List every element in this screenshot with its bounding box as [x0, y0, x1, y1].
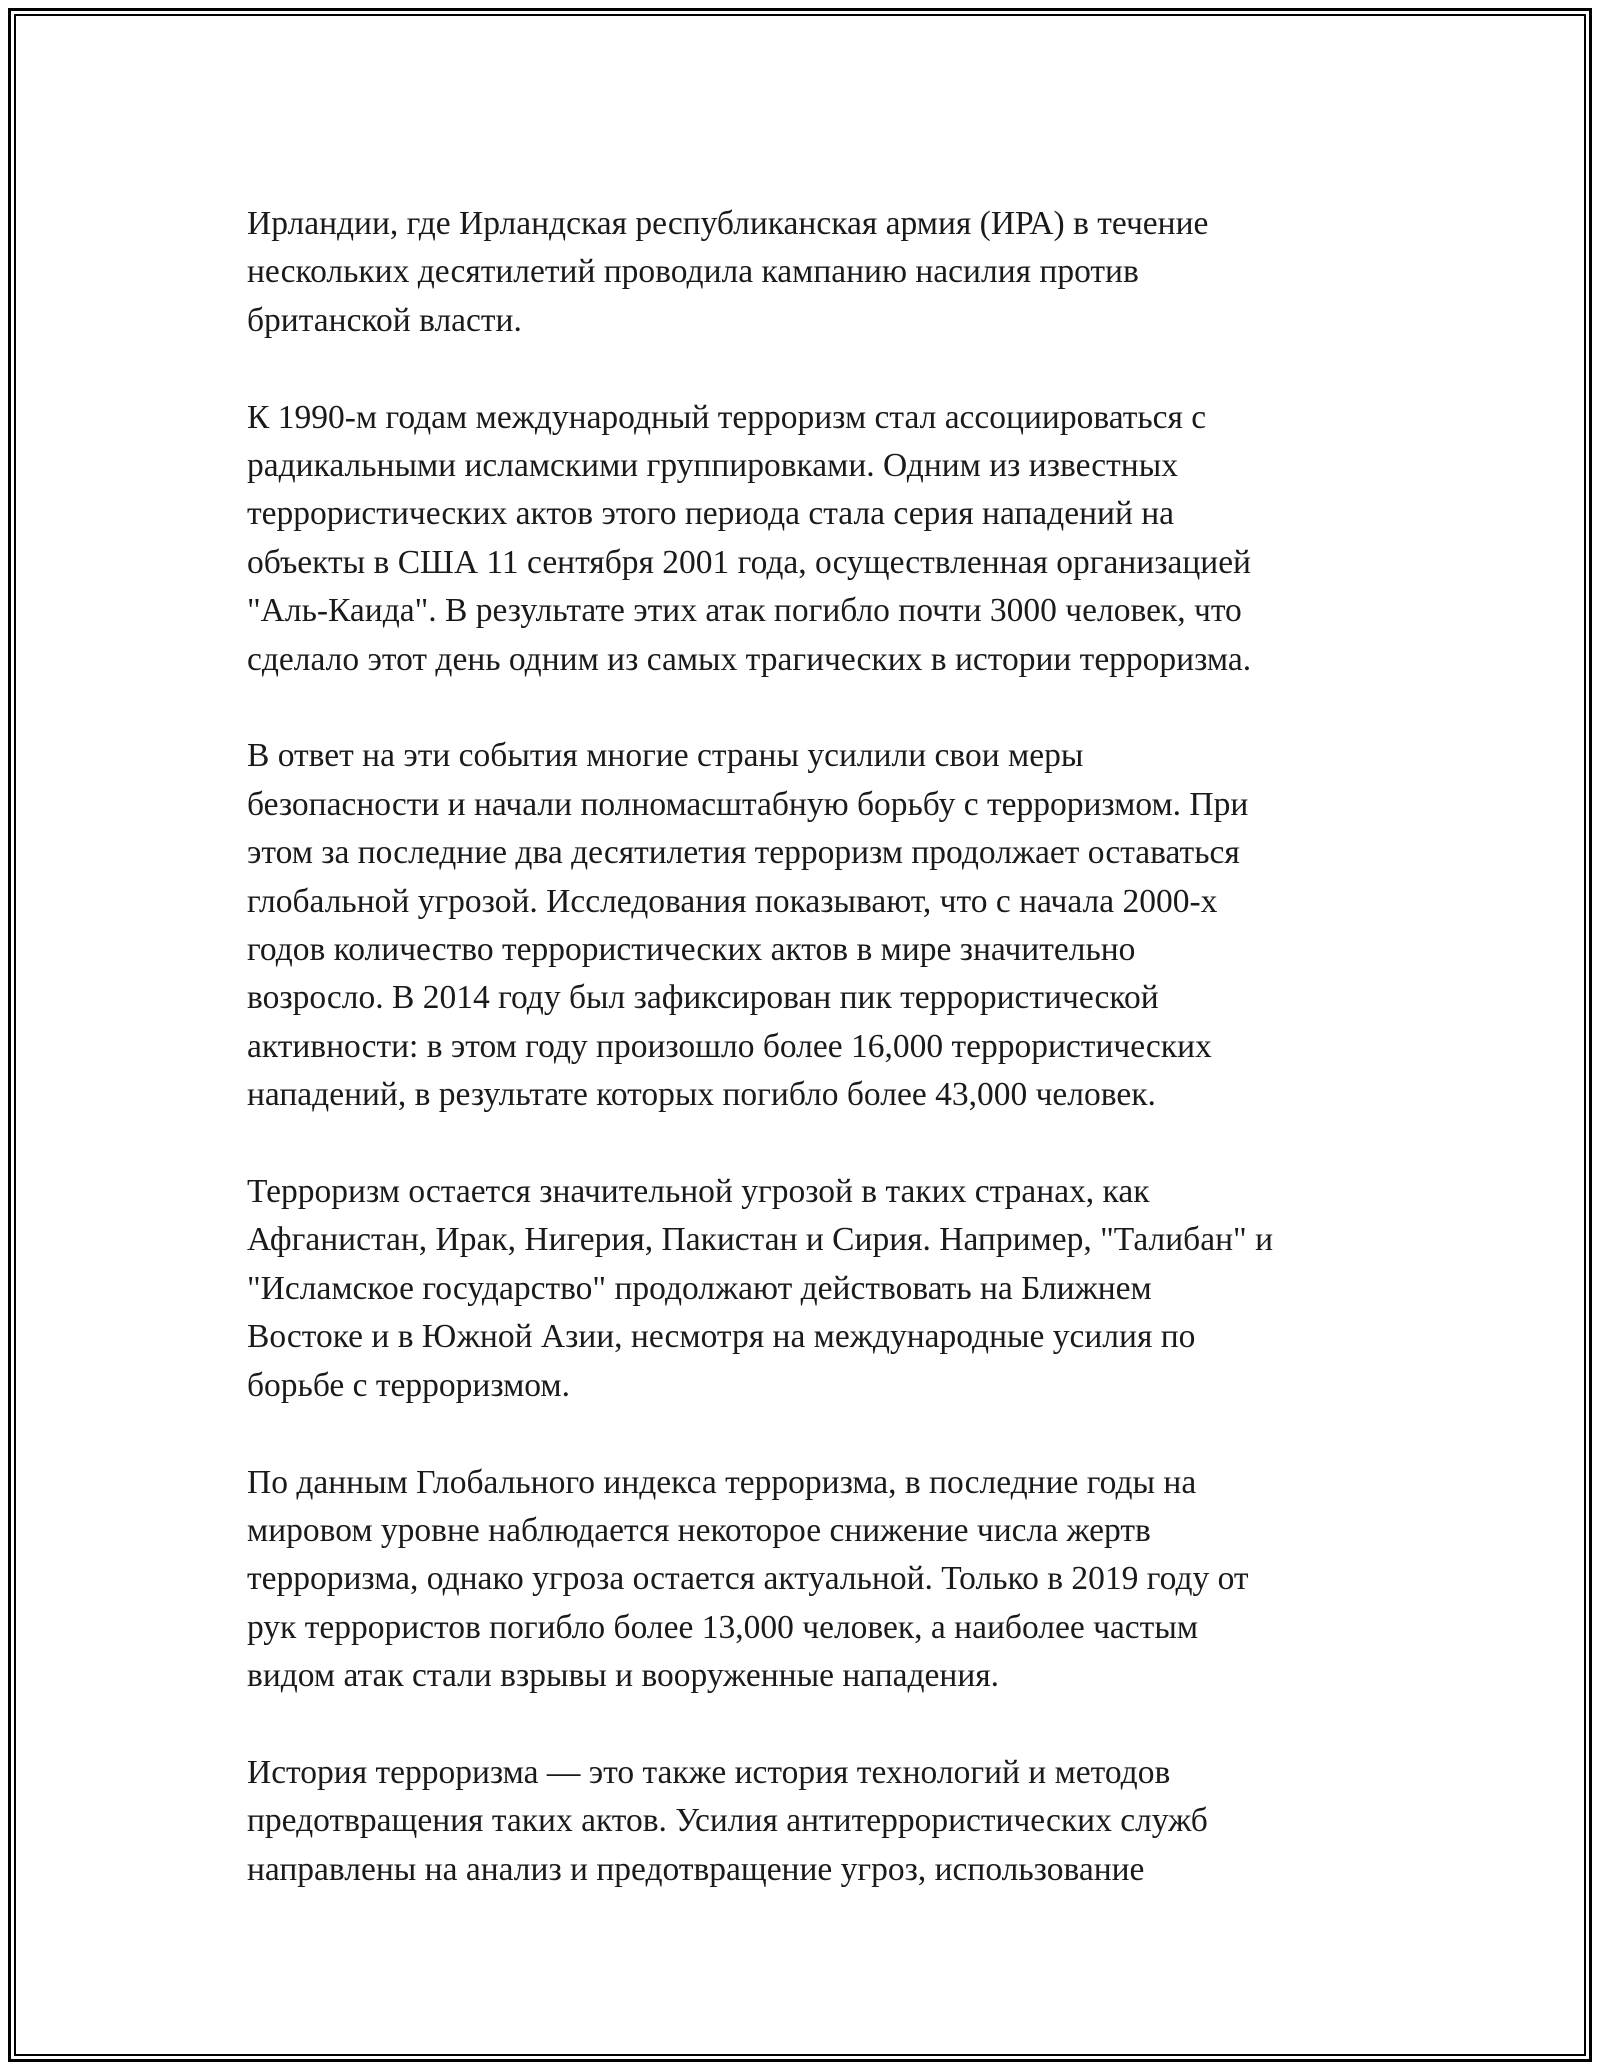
document-body — [247, 200, 1387, 1943]
paragraph-5: По данным Глобального индекса терроризма, в последние годы на мировом уровне наблюдается некоторое снижение числа жертв терроризма, однако угроза остается актуальной. Только в 2019 году от рук террористов погибло более 13,000 человек, а наиболее частым видом атак стали взрывы и вооруженные нападения. — [247, 1463, 1249, 1695]
paragraph-3: В ответ на эти события многие страны усилили свои меры безопасности и начали полномасштабную борьбу с терроризмом. При этом за последние два десятилетия терроризм продолжает оставаться глобальной угрозой. Исследования показывают, что с начала 2000-х годов количество террористических актов в мире значительно возросло. В 2014 году был зафиксирован пик террористической активности: в этом году произошло более 16,000 террористических нападений, в результате которых погибло более 43,000 человек. — [247, 737, 1249, 1114]
paragraph-2: К 1990-м годам международный терроризм стал ассоциироваться с радикальными исламскими группировками. Одним из известных террористических актов этого периода стала серия нападений на объекты в США 11 сентября 2001 года, осуществленная организацией "Аль-Каида". В результате этих атак погибло почти 3000 человек, что сделало этот день одним из самых трагических в истории терроризма. — [247, 398, 1252, 678]
paragraph-4: Терроризм остается значительной угрозой в таких странах, как Афганистан, Ирак, Нигерия, Пакистан и Сирия. Например, "Талибан" и "Исламское государство" продолжают действовать на Ближнем Востоке и в Южной Азии, несмотря на международные усилия по борьбе с терроризмом. — [247, 1173, 1274, 1404]
page-frame — [8, 8, 1592, 2062]
paragraph-6: История терроризма — это также история технологий и методов предотвращения таких актов. Усилия антитеррористических служб направлены на анализ и предотвращение угроз, использование — [247, 1753, 1208, 1888]
paragraph-1: Ирландии, где Ирландская республиканская армия (ИРА) в течение нескольких десятилетий проводила кампанию насилия против британской власти. — [247, 205, 1209, 339]
